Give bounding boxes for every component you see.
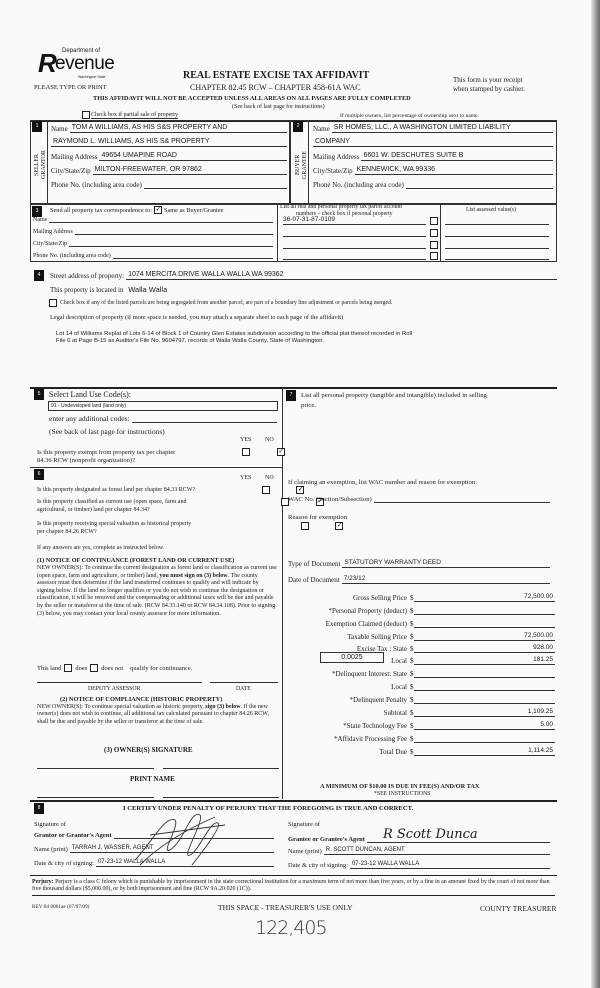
grantor-label: GRANTOR xyxy=(41,150,47,180)
delinquent-interest-state-label: *Delinquent Interest: State xyxy=(331,670,407,678)
seller-phone-label: Phone No. (including area code) xyxy=(51,181,142,189)
located-label: This property is located in xyxy=(50,286,124,294)
corr-name-label: Name xyxy=(33,217,48,223)
additional-codes-field[interactable] xyxy=(132,413,277,423)
historic-yes-checkbox[interactable] xyxy=(301,522,309,530)
personal-property-area[interactable] xyxy=(300,412,550,467)
corr-phone-field[interactable] xyxy=(113,249,273,259)
seller-city-field[interactable]: MILTON-FREEWATER, OR 97862 xyxy=(93,165,287,175)
dollar-sign: $ xyxy=(410,696,414,704)
see-instructions-note: *SEE INSTRUCTIONS xyxy=(374,791,431,797)
delinquent-interest-state-field[interactable] xyxy=(414,668,556,678)
seller-phone-field[interactable] xyxy=(144,179,287,189)
section-4-tag: 4 xyxy=(34,270,44,281)
delinquent-interest-local-row xyxy=(290,680,555,691)
buyer-name-line1[interactable]: SR HOMES, LLC., A WASHINGTON LIMITED LIABILITY xyxy=(332,123,553,133)
seller-city-row xyxy=(51,165,287,175)
owner-signature-line-1[interactable] xyxy=(37,768,154,769)
grantee-signature-row xyxy=(288,829,550,843)
document-type-field[interactable]: STATUTORY WARRANTY DEED xyxy=(342,558,550,568)
total-due-label: Total Due xyxy=(379,748,407,756)
grantor-date-field[interactable]: 07-23-12 WALLA WALLA xyxy=(96,857,274,867)
document-date-label: Date of Document xyxy=(288,576,340,584)
forest-land-question: Is this property designated as forest land per chapter 84.33 RCW? xyxy=(37,487,196,493)
this-land-label: This land xyxy=(37,664,62,672)
corr-name-row xyxy=(33,213,273,223)
parcel-number-field[interactable] xyxy=(283,251,426,260)
exemption-claimed-row xyxy=(290,617,555,628)
dollar-sign: $ xyxy=(410,620,414,628)
partial-sale-checkbox-row[interactable] xyxy=(82,111,178,119)
does-not-label: does not xyxy=(101,664,124,672)
parcel-row xyxy=(283,239,438,249)
treasurer-use-label: THIS SPACE - TREASURER'S USE ONLY xyxy=(218,903,353,912)
exemption-label: If claiming an exemption, list WAC number and reason for exemption: xyxy=(288,479,478,486)
notice1-bold: you must sign on (3) below xyxy=(159,572,228,579)
excise-local-row xyxy=(290,654,555,665)
receipt-note-1: This form is your receipt xyxy=(453,76,523,84)
dollar-sign: $ xyxy=(410,748,414,756)
buyer-phone-row xyxy=(313,179,553,189)
logo-r-icon: R xyxy=(38,48,57,78)
footer-rule xyxy=(30,875,557,876)
grantee-date-row xyxy=(288,859,550,869)
corr-mailing-field[interactable] xyxy=(75,225,273,235)
form-title: REAL ESTATE EXCISE TAX AFFIDAVIT xyxy=(183,70,370,81)
assessed-header: List assessed value(s) xyxy=(466,207,517,213)
dollar-sign: $ xyxy=(410,657,414,665)
print-name-line-1[interactable] xyxy=(37,797,154,798)
county-treasurer-label: COUNTY TREASURER xyxy=(480,904,557,913)
delinquent-interest-local-label: Local xyxy=(391,683,407,691)
current-use-question-line2: agricultural, or timber) land per chapter 84.34? xyxy=(37,507,150,513)
section-2-tag: 2 xyxy=(293,121,303,132)
no-header: NO xyxy=(265,437,274,443)
historic-question-line2: per chapter 84.26 RCW? xyxy=(37,529,97,535)
additional-codes-label: enter any additional codes: xyxy=(49,414,130,423)
seller-mailing-row xyxy=(51,151,287,161)
seller-name-row-2 xyxy=(51,137,287,147)
does-qualify-checkbox[interactable] xyxy=(64,664,72,672)
additional-codes-row xyxy=(49,413,277,423)
gross-selling-price-row xyxy=(290,591,555,602)
grantee-date-label: Date & city of signing: xyxy=(288,862,348,869)
corr-phone-row xyxy=(33,249,273,259)
buyer-side-label xyxy=(295,140,307,190)
delinquent-penalty-field[interactable] xyxy=(414,694,556,704)
grantor-signature-label-1: Signature of xyxy=(34,821,66,828)
buyer-city-row xyxy=(313,165,553,175)
seller-label: SELLER xyxy=(34,154,40,176)
notice-continuance-title: (1) NOTICE OF CONTINUANCE (FOREST LAND OR CURRENT USE) xyxy=(37,557,235,564)
deputy-assessor-signature-line[interactable] xyxy=(37,682,202,683)
seller-name-line1[interactable]: TOM A WILLIAMS, AS HIS S&S PROPERTY AND xyxy=(70,123,287,133)
notice1-text-b: . The county assessor must then determine if the land transferred continues to qualify and will indicate by signing below. If the land no longer qualifies or you do not wish to continue the designation or classification, it will be removed and the compensating or additional taxes will be due and payable by the seller or transferor at the time of sale. (RCW 84.33.140 or RCW 84.34.108). Prior to signing (3) below, you may contact your local county assessor for more information. xyxy=(37,572,276,617)
seller-name-row xyxy=(51,123,287,133)
excise-local-field[interactable]: 181.25 xyxy=(414,655,556,665)
delinquent-interest-state-row xyxy=(290,667,555,678)
land-use-select[interactable]: 91 - Undeveloped land (land only) xyxy=(48,401,278,411)
partial-sale-checkbox[interactable] xyxy=(82,111,90,119)
dollar-sign: $ xyxy=(410,633,414,641)
exempt-question-line2: 84.36 RCW (nonprofit organization)? xyxy=(37,457,135,464)
buyer-mailing-row xyxy=(313,151,553,161)
deputy-assessor-label: DEPUTY ASSESSOR xyxy=(88,686,141,692)
corr-city-row xyxy=(33,237,273,247)
dollar-sign: $ xyxy=(410,594,414,602)
owner-signature-line-2[interactable] xyxy=(163,768,279,769)
section-8-tag: 8 xyxy=(34,803,44,814)
assessed-value-field[interactable] xyxy=(445,259,549,260)
parcel-row xyxy=(283,250,438,260)
notice-continuance-text xyxy=(37,565,277,618)
gross-selling-price-field[interactable]: 72,500.00 xyxy=(414,592,556,602)
see-back-note: (See back of last page for instructions) xyxy=(232,104,325,110)
perjury-text: Perjury is a class C felony which is punishable by imprisonment in the state correctional institution for a maximum term of not more than five years, or by a fine in an amount fixed by the court of not more than five thousand dollars ($5,000.00), or by both imprisonment and fine (RCW 9A.20.020 (1C)). xyxy=(32,879,550,893)
grantee-name-label: Name (print) xyxy=(288,848,322,855)
document-type-label: Type of Document xyxy=(288,560,341,568)
notice2-bold: sign (3) below xyxy=(205,704,241,710)
corr-phone-label: Phone No. (including area code) xyxy=(33,253,111,259)
grantee-signature-label-2: Grantee or Grantee's Agent xyxy=(288,836,365,843)
form-chapter: CHAPTER 82.45 RCW – CHAPTER 458-61A WAC xyxy=(190,83,361,92)
personal-property-checkbox[interactable] xyxy=(430,229,438,237)
logo-sub-text: Washington State xyxy=(78,75,106,79)
document-date-field[interactable]: 7/23/12 xyxy=(342,574,550,584)
exempt-no-checkbox[interactable] xyxy=(277,448,285,456)
historic-question-line1: Is this property receiving special valuation as historical property xyxy=(37,521,192,527)
divider xyxy=(30,467,283,468)
parcel-number-field[interactable] xyxy=(283,228,426,237)
current-use-question-line1: Is this property classified as current use (open space, farm and xyxy=(37,499,187,505)
dollar-sign: $ xyxy=(410,607,414,615)
corr-city-field[interactable] xyxy=(69,237,273,247)
receipt-note-2: when stamped by cashier. xyxy=(453,85,525,93)
forest-yes-checkbox[interactable] xyxy=(262,486,270,494)
wac-field[interactable] xyxy=(374,493,550,503)
notice2-text-a: NEW OWNER(S): To continue special valuation as historic property, xyxy=(37,704,204,710)
taxable-selling-price-field[interactable]: 72,500.00 xyxy=(414,631,556,641)
personal-property-label: List all personal property (tangible and intangible) included in selling xyxy=(301,392,487,399)
delinquent-penalty-label: *Delinquent Penalty xyxy=(349,696,407,704)
dollar-sign: $ xyxy=(410,670,414,678)
corr-mailing-label: Mailing Address xyxy=(33,229,73,235)
owner-signature-label: (3) OWNER(S) SIGNATURE xyxy=(104,746,193,754)
does-not-qualify-checkbox[interactable] xyxy=(90,664,98,672)
gross-selling-price-label: Gross Selling Price xyxy=(352,594,407,602)
buyer-city-field[interactable]: KENNEWICK, WA 99336 xyxy=(355,165,553,175)
if-yes-instructions: If any answers are yes, complete as instructed below. xyxy=(37,545,165,551)
document-type-row xyxy=(288,558,550,568)
buyer-phone-label: Phone No. (including area code) xyxy=(313,181,404,189)
street-address-row xyxy=(50,270,557,280)
assessed-value-field[interactable] xyxy=(445,236,549,237)
parcel-row xyxy=(283,215,438,225)
seller-name-line2[interactable]: RAYMOND L. WILLIAMS, AS HIS S& PROPERTY xyxy=(51,137,287,147)
logo-top-text: Department of xyxy=(62,48,101,54)
multiple-owners-note: If multiple owners, list percentage of ownership next to name. xyxy=(340,113,480,119)
dollar-sign: $ xyxy=(410,683,414,691)
dollar-sign: $ xyxy=(410,709,414,717)
section-7-top-rule xyxy=(283,387,557,389)
section-3-tag: 3 xyxy=(32,206,42,217)
exemption-reason-label: Reason for exemption xyxy=(288,514,348,521)
parcel-header-1: List all real and personal property tax parcel account xyxy=(280,204,403,210)
excise-state-field[interactable]: 928.00 xyxy=(414,643,556,653)
same-as-buyer-label: Same as Buyer/Grantee xyxy=(163,206,224,214)
dollar-sign: $ xyxy=(410,645,414,653)
state-technology-fee-row xyxy=(290,719,555,730)
dor-logo xyxy=(38,44,118,80)
assessed-value-field[interactable] xyxy=(445,224,549,225)
minimum-due-note: A MINIMUM OF $10.00 IS DUE IN FEE(S) AND/OR TAX xyxy=(320,783,480,790)
local-rate-box[interactable]: 0.0025 xyxy=(320,652,384,663)
affidavit-processing-fee-row xyxy=(290,732,555,743)
parcel-header-2: numbers – check box if personal property xyxy=(296,211,393,217)
print-name-label: PRINT NAME xyxy=(130,775,175,783)
logo-main-text: evenue xyxy=(55,53,115,74)
seller-side-label xyxy=(34,140,46,190)
notice-compliance-text xyxy=(37,704,277,726)
taxable-selling-price-row xyxy=(290,630,555,641)
street-address-field[interactable]: 1074 MERCITA DRIVE WALLA WALLA WA 99362 xyxy=(126,270,557,280)
legal-description-line1[interactable]: Lot 14 of Williams Replat of Lots 6-14 of Block 1 of Country Glen Estates subdivision according to the official plat thereof recorded in Roll xyxy=(56,331,413,337)
no-header: NO xyxy=(265,475,274,481)
state-technology-fee-label: *State Technology Fee xyxy=(343,722,407,730)
total-due-row xyxy=(290,745,555,756)
parcel-number-field[interactable]: 36-07-31-87-0109 xyxy=(283,216,426,225)
page-edge-shadow xyxy=(591,0,600,988)
completion-warning: THIS AFFIDAVIT WILL NOT BE ACCEPTED UNLESS ALL AREAS ON ALL PAGES ARE FULLY COMPLETED xyxy=(93,95,411,102)
send-correspondence-label: Send all property tax correspondence to: xyxy=(50,206,152,214)
personal-property-deduct-field[interactable] xyxy=(414,605,556,615)
historic-no-checkbox[interactable] xyxy=(335,522,343,530)
dollar-sign: $ xyxy=(410,722,414,730)
buyer-name-row xyxy=(313,123,553,133)
state-technology-fee-field[interactable]: 5.00 xyxy=(414,720,556,730)
personal-property-deduct-label: *Personal Property (deduct) xyxy=(328,607,407,615)
wac-label: WAC No. (Section/Subsection) xyxy=(288,496,372,503)
seller-mailing-label: Mailing Address xyxy=(51,153,98,161)
partial-sale-label: Check box if partial sale of property xyxy=(91,111,178,118)
seller-city-label: City/State/Zip xyxy=(51,167,91,175)
certify-statement: I CERTIFY UNDER PENALTY OF PERJURY THAT THE FOREGOING IS TRUE AND CORRECT. xyxy=(123,805,414,812)
personal-property-checkbox[interactable] xyxy=(430,241,438,249)
yes-header: YES xyxy=(240,437,252,443)
excise-local-label: Local xyxy=(391,657,407,665)
grantee-date-field[interactable]: 07-23-12 WALLA WALLA xyxy=(350,859,550,869)
delinquent-interest-local-field[interactable] xyxy=(414,681,556,691)
document-date-row xyxy=(288,574,550,584)
divider xyxy=(277,204,278,262)
buyer-name-row-2 xyxy=(313,137,553,147)
exemption-claimed-label: Exemption Claimed (deduct) xyxy=(325,620,407,628)
affidavit-processing-fee-field[interactable] xyxy=(414,733,556,743)
located-row xyxy=(50,285,167,294)
divider xyxy=(440,204,441,262)
yes-header: YES xyxy=(240,475,252,481)
notice-compliance-title: (2) NOTICE OF COMPLIANCE (HISTORIC PROPERTY) xyxy=(60,696,223,703)
wac-row xyxy=(288,493,550,503)
seller-name-label: Name xyxy=(51,125,68,133)
qualify-label: qualify for continuance. xyxy=(130,664,193,672)
grantor-name-row xyxy=(34,843,274,853)
corr-city-label: City/State/Zip xyxy=(33,241,67,247)
grantee-label: GRANTEE xyxy=(302,151,308,179)
parcel-row xyxy=(283,227,438,237)
land-use-see-back: (See back of last page for instructions) xyxy=(49,427,165,436)
assessed-value-field[interactable] xyxy=(445,248,549,249)
section-1-tag: 1 xyxy=(32,121,42,132)
form-revision: REV 84 0001ae (07/07/09) xyxy=(32,904,90,910)
dollar-sign: $ xyxy=(410,735,414,743)
seller-mailing-field[interactable]: 49654 UMAPINE ROAD xyxy=(99,151,287,161)
grantor-date-label: Date & city of signing: xyxy=(34,860,94,867)
located-value: Walla Walla xyxy=(128,285,168,294)
grantee-signature-label-1: Signature of xyxy=(288,821,320,828)
subtotal-label: Subtotal xyxy=(383,709,407,717)
buyer-label: BUYER xyxy=(295,154,301,176)
excise-state-label: Excise Tax : State xyxy=(356,645,407,653)
taxable-selling-price-label: Taxable Selling Price xyxy=(347,633,407,641)
delinquent-penalty-row xyxy=(290,693,555,704)
section-7-tag: 7 xyxy=(286,390,296,401)
personal-property-checkbox[interactable] xyxy=(430,217,438,225)
section-8-top-rule xyxy=(30,800,557,802)
exemption-claimed-field[interactable] xyxy=(414,618,556,628)
segregated-checkbox[interactable] xyxy=(49,299,57,307)
grantor-name-field[interactable]: TARRAH J. WASSER, AGENT xyxy=(70,843,274,853)
notice1-text-a: NEW OWNER(S): To continue the current designation as forest land or classification as current use (open space, farm and agriculture, or timber) land, xyxy=(37,565,277,579)
please-type-text: PLEASE TYPE OR PRINT xyxy=(34,84,107,91)
buyer-name-line2[interactable]: COMPANY xyxy=(313,137,553,147)
affidavit-processing-fee-label: *Affidavit Processing Fee xyxy=(334,735,407,743)
personal-property-checkbox[interactable] xyxy=(430,252,438,260)
notice2-text-b: . If the new owner(s) does not wish to continue, all additional tax calculated pursuant to chapter 84.26 RCW, shall be due and payable by the seller or transferor at the time of sale. xyxy=(37,704,269,725)
segregated-label: Check box if any of the listed parcels are being segregated from another parcel, are part of a boundary line adjustment or parcels being merged. xyxy=(60,300,393,306)
grantor-signature-label-2: Grantor or Grantor's Agent xyxy=(34,832,112,839)
total-due-field[interactable]: 1,114.25 xyxy=(414,746,556,756)
street-address-label: Street address of property: xyxy=(50,272,125,280)
buyer-city-label: City/State/Zip xyxy=(313,167,353,175)
exempt-question-line1: Is this property exempt from property tax per chapter xyxy=(37,449,176,456)
assessor-date-label: DATE xyxy=(236,686,251,692)
personal-property-label-2: price. xyxy=(301,402,317,409)
section-6-tag: 6 xyxy=(34,469,44,480)
subtotal-row xyxy=(290,706,555,717)
qualify-row xyxy=(37,664,192,672)
corr-name-field[interactable] xyxy=(49,213,273,223)
section-5-tag: 5 xyxy=(34,389,44,400)
legal-description-label: Legal description of property (if more space is needed, you may attach a separate sheet to each page of the affidavit) xyxy=(50,314,344,321)
subtotal-field[interactable]: 1,109.25 xyxy=(414,707,556,717)
assessor-date-line[interactable] xyxy=(210,682,278,683)
buyer-mailing-field[interactable]: 6601 W. DESCHUTES SUITE B xyxy=(361,151,553,161)
grantor-name-label: Name (print) xyxy=(34,846,68,853)
grantee-name-row xyxy=(288,845,550,855)
grantee-name-field[interactable]: R. SCOTT DUNCAN, AGENT xyxy=(324,845,550,855)
personal-property-deduct-row xyxy=(290,604,555,615)
does-label: does xyxy=(75,664,88,672)
perjury-notice xyxy=(32,879,555,896)
land-use-label: Select Land Use Code(s): xyxy=(49,390,131,399)
seller-phone-row xyxy=(51,179,287,189)
grantee-signature-field[interactable]: R Scott Dunca xyxy=(367,829,550,843)
exempt-yes-checkbox[interactable] xyxy=(242,448,250,456)
segregated-row xyxy=(49,299,392,307)
handwritten-number: 122,405 xyxy=(255,917,327,939)
perjury-bold: Perjury: xyxy=(32,879,54,885)
corr-mailing-row xyxy=(33,225,273,235)
legal-description-line2[interactable]: File 6 at Page B-15 as Auditor's File No. 9604797, records of Walla Walla County, State of Washington. xyxy=(56,338,325,344)
grantor-date-row xyxy=(34,857,274,867)
buyer-name-label: Name xyxy=(313,125,330,133)
buyer-phone-field[interactable] xyxy=(406,179,553,189)
print-name-line-2[interactable] xyxy=(163,797,279,798)
buyer-mailing-label: Mailing Address xyxy=(313,153,360,161)
parcel-number-field[interactable] xyxy=(283,240,426,249)
